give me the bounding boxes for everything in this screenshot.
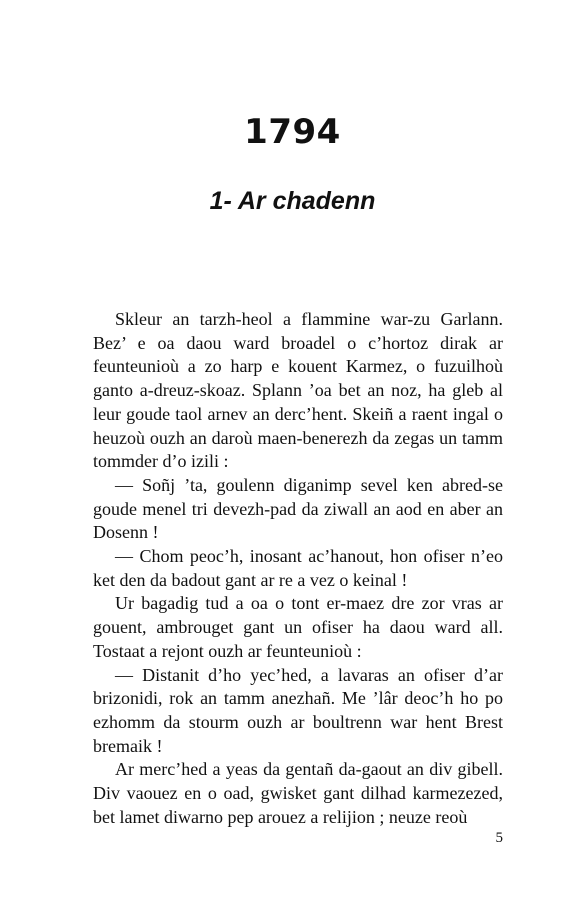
paragraph: — Chom peoc’h, inosant ac’hanout, hon ofiser n’eo ket den da badout gant ar re a vez o keinal ! <box>93 546 503 590</box>
paragraph: Ur bagadig tud a oa o tont er-maez dre zor vras ar gouent, ambrouget gant un ofiser ha daou ward all. Tostaat a rejont ouzh ar feunteunioù : <box>93 593 503 661</box>
paragraph: Ar merc’hed a yeas da gentañ da-gaout an div gibell. Div vaouez en o oad, gwisket gant dilhad karmezezed, bet lamet diwarno pep arouez a relijion ; neuze reoù <box>93 759 503 827</box>
section-year-heading: 1794 <box>244 112 341 152</box>
paragraph: Skleur an tarzh-heol a flammine war-zu Garlann. Bez’ e oa daou ward broadel o c’hortoz dirak ar feunteunioù a zo harp e kouent Karmez, o fuzuilhoù ganto a-dreuz-skoaz. Splann ’oa bet an noz, ha gleb al leur goude taol arnev an derc’hent. Skeiñ a raent ingal o heuzoù ouzh an daroù maen-benerezh da zegas un tamm tommder d’o izili : <box>93 309 503 472</box>
body-text <box>93 308 503 829</box>
paragraph: — Distanit d’ho yec’hed, a lavaras an ofiser d’ar brizonidi, rok an tamm anezhañ. Me ’lâr deoc’h ho po ezhomm da stourm ouzh ar boultrenn war hent Brest bremaik ! <box>93 664 503 756</box>
page-number: 5 <box>495 830 503 846</box>
paragraph: — Soñj ’ta, goulenn diganimp sevel ken abred-se goude menel tri devezh-pad da ziwall an aod en aber an Dosenn ! <box>93 474 503 543</box>
chapter-title: 1- Ar chadenn <box>209 187 376 215</box>
